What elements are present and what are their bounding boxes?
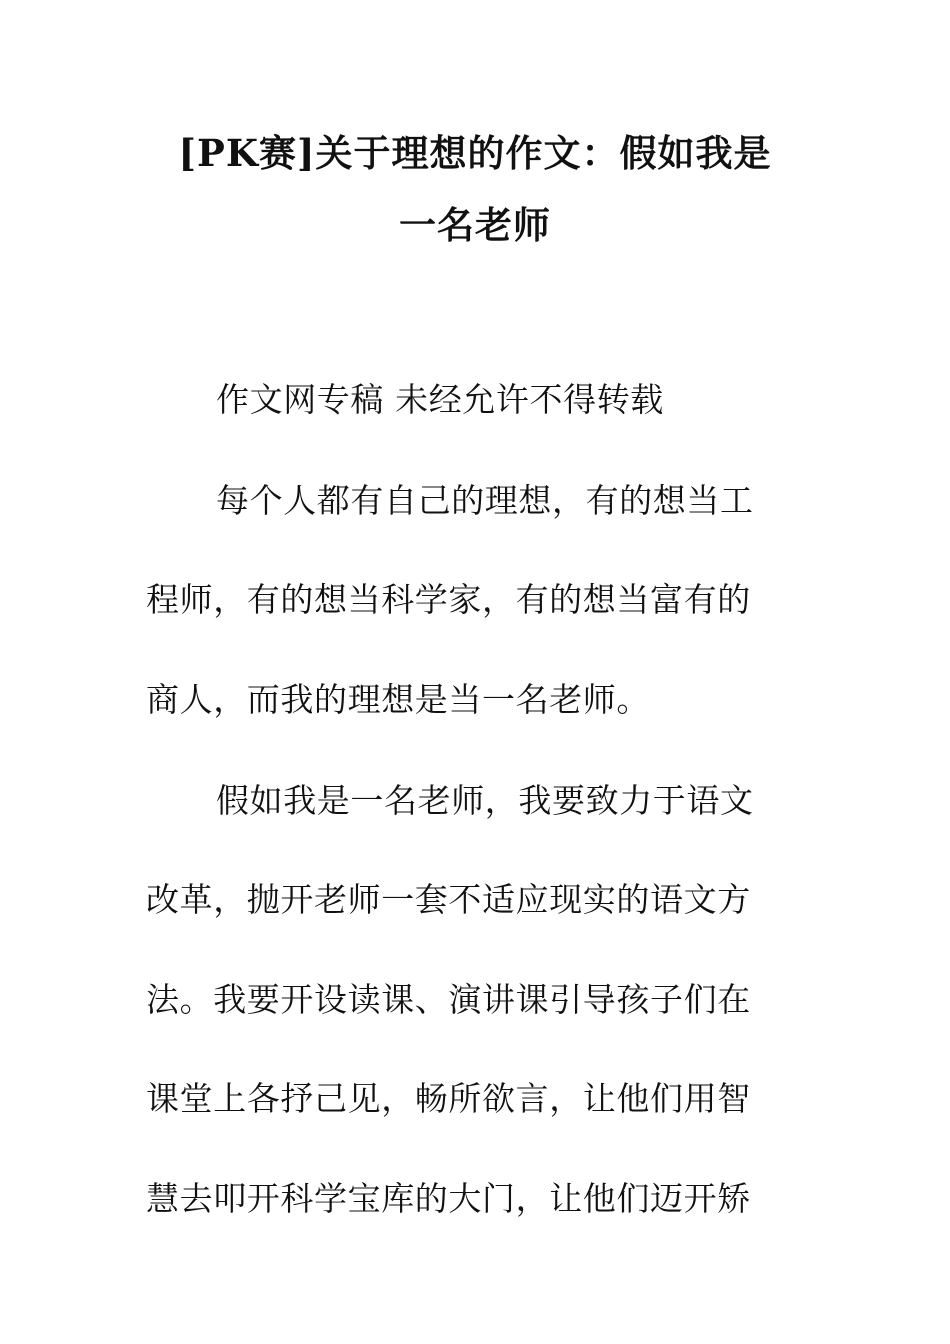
paragraph-1-line-3: 商人，而我的理想是当一名老师。 xyxy=(146,680,650,719)
paragraph-1-line-2: 程师，有的想当科学家，有的想当富有的 xyxy=(146,580,751,619)
paragraph-2-line-3: 法。我要开设读课、演讲课引导孩子们在 xyxy=(146,980,751,1019)
paragraph-2-line-4: 课堂上各抒己见，畅所欲言，让他们用智 xyxy=(146,1079,751,1118)
paragraph-1-line-1: 每个人都有自己的理想，有的想当工 xyxy=(216,481,754,520)
source-note: 作文网专稿 未经允许不得转载 xyxy=(216,380,664,419)
document-title-line-2: 一名老师 xyxy=(399,203,551,247)
paragraph-2-line-1: 假如我是一名老师，我要致力于语文 xyxy=(216,781,754,820)
document-title-line-1: [PK赛]关于理想的作文：假如我是 xyxy=(178,131,772,175)
paragraph-2-line-2: 改革，抛开老师一套不适应现实的语文方 xyxy=(146,880,751,919)
paragraph-2-line-5: 慧去叩开科学宝库的大门，让他们迈开矫 xyxy=(146,1179,751,1218)
